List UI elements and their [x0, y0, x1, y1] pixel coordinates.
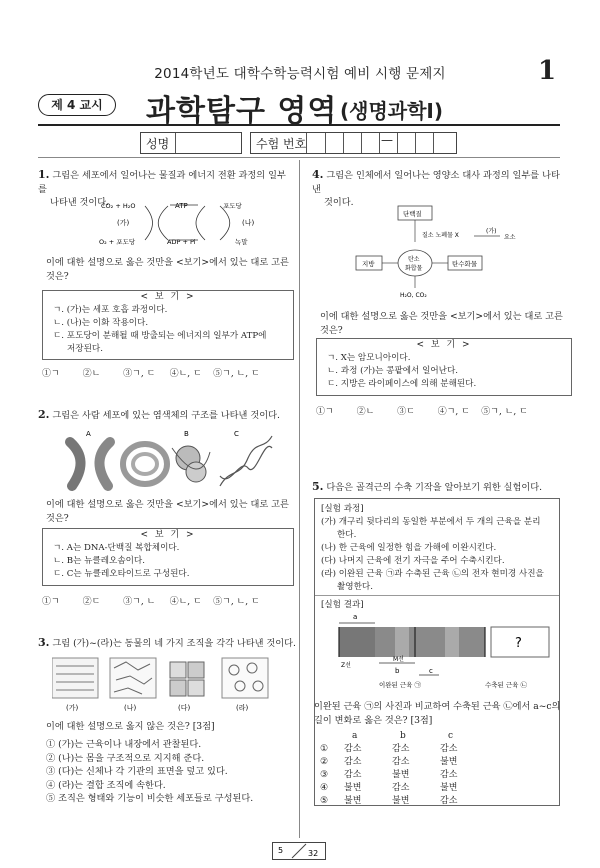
- diagram-label: ADP + Pi: [167, 238, 196, 246]
- q5-sarcomere-figure: [335, 611, 555, 695]
- q3-tissue-figure: [52, 656, 282, 712]
- choice-item[interactable]: ⑤ 조직은 형태와 기능이 비슷한 세포들로 구성된다.: [46, 793, 254, 804]
- question-stem: 그림은 세포에서 일어나는 물질과 에너지 전환 과정의 일부를: [38, 170, 286, 195]
- table-cell: 불변: [344, 783, 362, 793]
- q2-choices[interactable]: ①ㄱ ②ㄷ ③ㄱ, ㄴ ④ㄴ, ㄷ ⑤ㄱ, ㄴ, ㄷ: [42, 597, 260, 607]
- bogi-item: ㄷ. 지방은 라이페이스에 의해 분해된다.: [327, 379, 477, 389]
- tissue-ga: [52, 658, 98, 698]
- prompt-text: 이에 대한 설명으로 옳은 것만을 <보기>에서 있는 대로 고른: [46, 499, 289, 510]
- name-label: 성명: [146, 137, 170, 151]
- bogi-item: ㄴ. B는 뉴클레오솜이다.: [53, 556, 145, 566]
- table-cell: 감소: [344, 757, 362, 767]
- result-title: [실험 결과]: [321, 600, 364, 610]
- diagram-label: (가): [117, 219, 130, 227]
- diagram-label: CO₂ + H₂O: [101, 202, 136, 210]
- prompt-text: 길이 변화로 옳은 것은? [3점]: [314, 714, 433, 726]
- table-cell: 감소: [344, 770, 362, 780]
- table-row[interactable]: [320, 795, 480, 808]
- question-stem: 것이다.: [324, 197, 354, 208]
- footer-current-page: 5: [278, 846, 284, 855]
- exam-number-label: 수험 번호: [256, 137, 307, 151]
- bogi-title: < 보 기 >: [140, 292, 196, 302]
- choice-item[interactable]: ④ (라)는 결합 조직에 속한다.: [46, 779, 166, 791]
- process-step: (가) 개구리 뒷다리의 동일한 부분에서 두 개의 근육을 분리: [321, 517, 541, 527]
- process-step: (나) 한 근육에 일정한 힘을 가해에 이완시킨다.: [321, 543, 497, 553]
- prompt-text: 것은?: [46, 512, 69, 524]
- page-footer: [272, 842, 326, 860]
- question-number: 1.: [38, 168, 50, 181]
- bogi-title: < 보 기 >: [416, 340, 472, 350]
- digit-dash: —: [379, 133, 394, 153]
- question-stem: 그림은 사람 세포에 있는 염색체의 구조를 나타낸 것이다.: [52, 410, 280, 421]
- table-header: [320, 730, 480, 743]
- q4-bogi-box: [316, 338, 572, 396]
- digit-cell: [415, 133, 416, 153]
- table-cell: ①: [320, 744, 329, 754]
- table-cell: 감소: [440, 770, 458, 780]
- tissue-label: (다): [178, 704, 191, 712]
- bogi-title: < 보 기 >: [140, 530, 196, 540]
- exam-title: 2014학년도 대학수학능력시험 예비 시행 문제지: [154, 66, 446, 82]
- process-step: (라) 이완된 근육 ㉠과 수축된 근육 ㉡의 전자 현미경 사진을: [321, 569, 544, 579]
- prompt-text: 이완된 근육 ㉠의 사진과 비교하여 수축된 근육 ㉡에서 a~c의: [314, 701, 561, 712]
- table-cell: 불변: [392, 770, 410, 780]
- q3-choices: [46, 738, 296, 806]
- table-cell: 불변: [440, 783, 458, 793]
- bogi-item: ㄷ. C는 뉴클레오타이드로 구성된다.: [53, 569, 190, 579]
- table-cell: 감소: [392, 757, 410, 767]
- q5-prompt: [314, 700, 564, 727]
- bogi-item: ㄱ. X는 암모니아이다.: [327, 353, 411, 363]
- diagram-label: 탄소: [408, 256, 420, 263]
- process-title: [실험 과정]: [321, 504, 364, 514]
- q1-bogi-box: [42, 290, 294, 360]
- tissue-label: (가): [66, 704, 79, 712]
- diagram-label: 질소 노폐물 X: [422, 232, 459, 239]
- measure-label-b: b: [395, 667, 400, 675]
- tissue-label: (라): [236, 704, 249, 712]
- z-line-label: Z선: [341, 662, 351, 669]
- question-number: 4.: [312, 168, 324, 181]
- table-cell: 불변: [344, 796, 362, 806]
- m-line-label: M선: [393, 656, 404, 663]
- table-cell: 불변: [440, 757, 458, 767]
- table-cell: 감소: [392, 783, 410, 793]
- question-number: 2.: [38, 408, 50, 421]
- q2-bogi-box: [42, 528, 294, 586]
- header-rule: [38, 124, 560, 126]
- figure-label-a: A: [86, 430, 91, 438]
- tissue-na: [110, 658, 156, 698]
- question-3: [38, 636, 296, 651]
- table-row[interactable]: [320, 743, 480, 756]
- diagram-label: 포도당: [223, 202, 242, 210]
- figure-label-c: C: [234, 430, 239, 438]
- question-5: [312, 480, 570, 495]
- contracted-muscle-caption: 수축된 근육 ㉡: [485, 681, 528, 689]
- prompt-text: 것은?: [320, 324, 343, 336]
- q2-prompt: [46, 498, 296, 525]
- table-cell: ②: [320, 757, 329, 767]
- diagram-label: H₂O, CO₂: [400, 292, 427, 299]
- table-header-cell: a: [352, 731, 358, 741]
- bogi-item: ㄴ. 과정 (가)는 콩팥에서 일어난다.: [327, 366, 459, 376]
- digit-cell: [325, 133, 326, 153]
- diagram-label: O₂ + 포도당: [99, 238, 136, 246]
- table-cell: 불변: [392, 796, 410, 806]
- choice-item[interactable]: ② (나)는 몸을 구조적으로 지지해 준다.: [46, 752, 205, 764]
- page-number: 1: [538, 56, 557, 86]
- q3-prompt: 이에 대한 설명으로 옳지 않은 것은? [3점]: [46, 721, 215, 732]
- name-cell: [175, 133, 176, 153]
- bogi-item: 저장된다.: [67, 344, 103, 354]
- section-divider: [315, 595, 559, 596]
- unknown-image-mark: ?: [515, 636, 522, 651]
- measure-label-a: a: [353, 613, 358, 621]
- choice-item[interactable]: ① (가)는 근육이나 내장에서 관찰된다.: [46, 739, 202, 750]
- question-stem: 나타낸 것이다.: [50, 197, 110, 208]
- tissue-ra: [222, 658, 268, 698]
- diagram-label: 화합물: [405, 265, 423, 272]
- q1-prompt: [46, 256, 296, 283]
- choice-item[interactable]: ③ (다)는 신체나 각 기관의 표면을 덮고 있다.: [46, 766, 228, 777]
- column-divider: [299, 160, 300, 838]
- table-cell: 감소: [440, 744, 458, 754]
- digit-cell: [361, 133, 362, 153]
- bogi-item: ㄱ. A는 DNA-단백질 복합체이다.: [53, 543, 180, 553]
- prompt-text: 것은?: [46, 270, 69, 282]
- diagram-label: 탄수화물: [452, 260, 478, 268]
- question-number: 3.: [38, 636, 50, 649]
- table-header-cell: c: [448, 731, 454, 741]
- name-field[interactable]: [140, 132, 242, 154]
- table-cell: 감소: [440, 796, 458, 806]
- digit-cell: [397, 133, 398, 153]
- q1-energy-diagram: [95, 198, 280, 248]
- diagram-label: 단백질: [403, 210, 422, 218]
- bogi-item: ㄴ. (나)는 이화 작용이다.: [53, 318, 149, 328]
- table-row[interactable]: [320, 782, 480, 795]
- process-step: (다) 나머지 근육에 전기 자극을 주어 수축시킨다.: [321, 556, 505, 566]
- table-cell: 감소: [344, 744, 362, 754]
- digit-cell: [433, 133, 434, 153]
- diagram-label: (나): [242, 219, 255, 227]
- q1-choices[interactable]: ①ㄱ ②ㄴ ③ㄱ, ㄷ ④ㄴ, ㄷ ⑤ㄱ, ㄴ, ㄷ: [42, 369, 260, 379]
- tissue-label: (나): [124, 704, 137, 712]
- table-cell: 감소: [392, 744, 410, 754]
- question-number: 5.: [312, 480, 324, 493]
- subject-title: 과학탐구 영역: [146, 94, 338, 129]
- process-step: 한다.: [337, 530, 357, 540]
- question-stem: 그림은 인체에서 일어나는 영양소 대사 과정의 일부를 나타낸: [312, 170, 560, 195]
- bogi-item: ㄱ. (가)는 세포 호흡 과정이다.: [53, 305, 168, 315]
- bogi-item: ㄷ. 포도당이 분해될 때 방출되는 에너지의 일부가 ATP에: [53, 331, 267, 341]
- session-badge: 제 4 교시: [38, 94, 116, 116]
- table-header-cell: b: [400, 731, 406, 741]
- digit-cell: [306, 133, 307, 153]
- process-step: 촬영한다.: [337, 582, 373, 592]
- question-stem: 그림 (가)~(라)는 동물의 네 가지 조직을 각각 나타낸 것이다.: [52, 638, 296, 649]
- process-section: [321, 503, 555, 594]
- prompt-text: 이에 대한 설명으로 옳은 것만을 <보기>에서 있는 대로 고른: [320, 311, 563, 322]
- footer-total-pages: 32: [308, 849, 319, 858]
- table-cell: ⑤: [320, 796, 329, 806]
- prompt-text: 이에 대한 설명으로 옳은 것만을 <보기>에서 있는 대로 고른: [46, 257, 289, 268]
- relaxed-muscle-caption: 이완된 근육 ㉠: [379, 681, 422, 689]
- diagram-label: 지방: [362, 260, 375, 268]
- question-2: [38, 408, 296, 423]
- q4-choices[interactable]: ①ㄱ ②ㄴ ③ㄷ ④ㄱ, ㄷ ⑤ㄱ, ㄴ, ㄷ: [316, 407, 528, 417]
- diagram-label: ATP: [175, 202, 188, 210]
- table-cell: ③: [320, 770, 329, 780]
- table-cell: ④: [320, 783, 329, 793]
- diagram-label: 요소: [504, 234, 516, 241]
- q4-metabolism-diagram: [350, 202, 550, 302]
- header-divider: [38, 157, 560, 158]
- measure-label-c: c: [429, 667, 433, 675]
- q5-answer-table: [320, 730, 480, 808]
- digit-cell: [343, 133, 344, 153]
- subject-subtitle: (생명과학Ⅰ): [340, 99, 444, 123]
- question-stem: 다음은 골격근의 수축 기작을 알아보기 위한 실험이다.: [326, 482, 543, 493]
- diagram-label: 녹말: [235, 238, 248, 246]
- table-row[interactable]: [320, 769, 480, 782]
- tissue-da: [170, 662, 204, 696]
- table-row[interactable]: [320, 756, 480, 769]
- exam-number-field[interactable]: [250, 132, 457, 154]
- q4-prompt: [320, 310, 570, 337]
- q2-chromosome-figure: [60, 428, 280, 492]
- figure-label-b: B: [184, 430, 189, 438]
- diagram-label: (가): [486, 228, 497, 235]
